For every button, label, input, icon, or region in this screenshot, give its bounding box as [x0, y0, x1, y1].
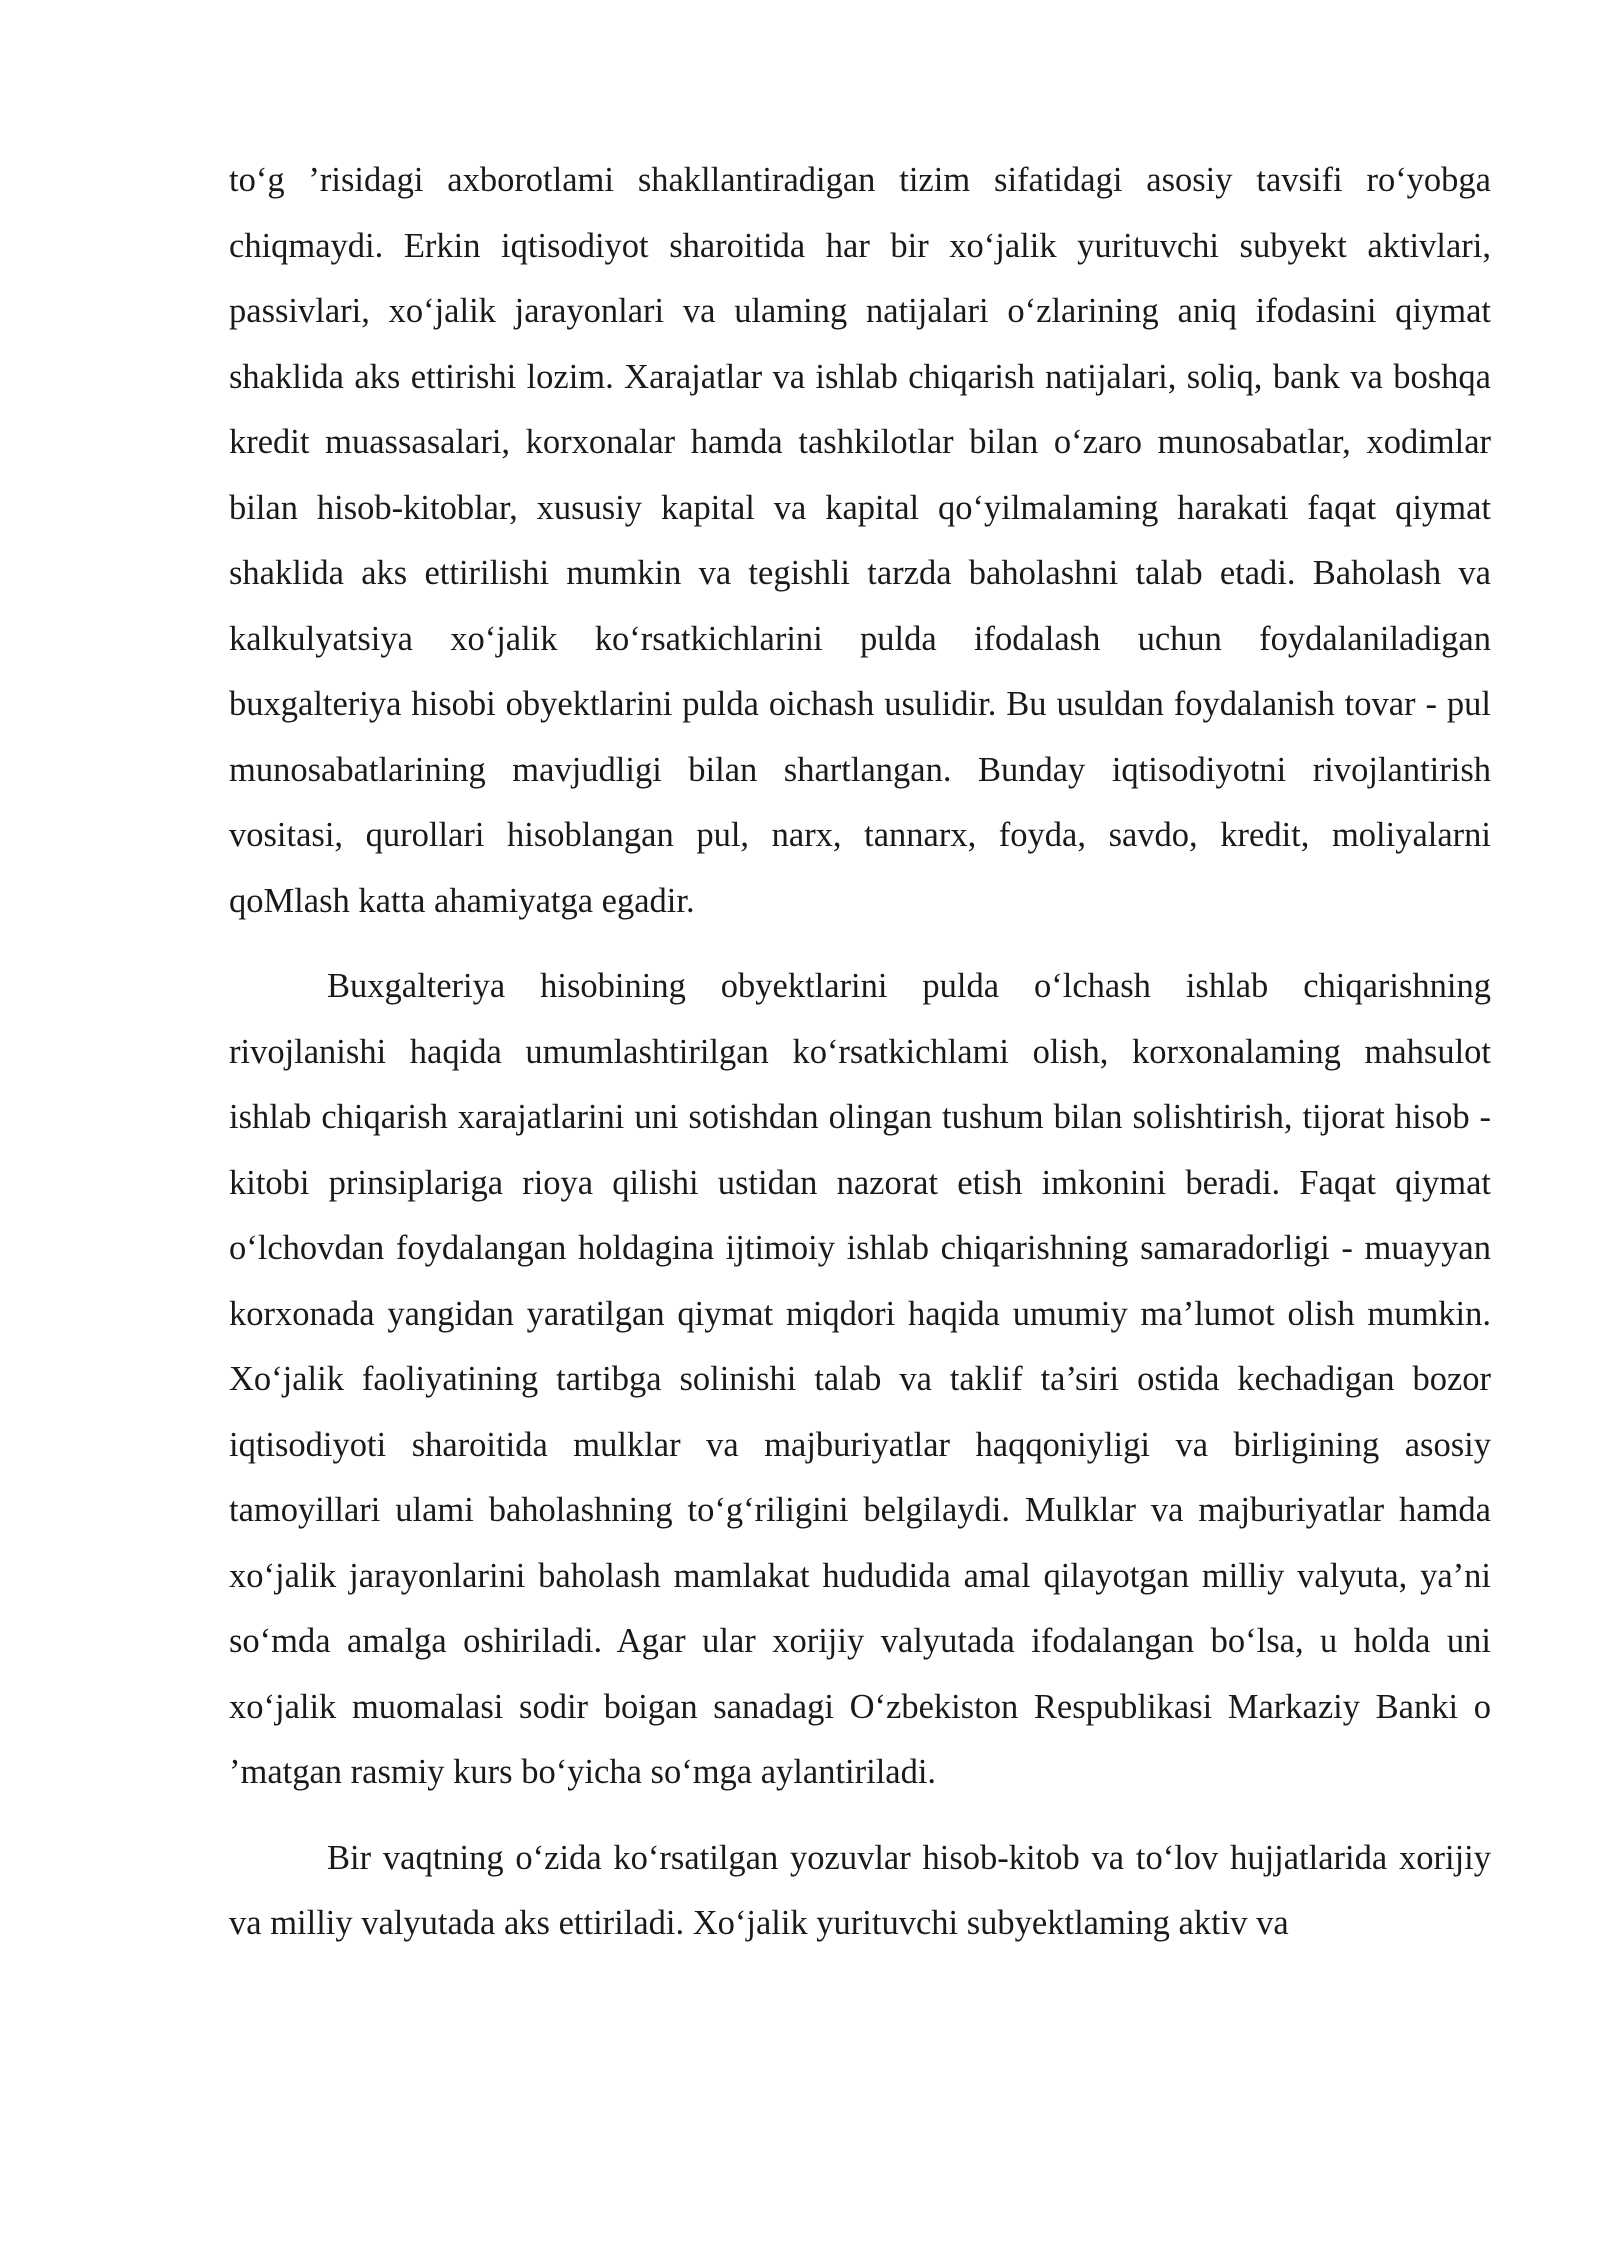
document-body [229, 148, 1491, 1957]
paragraph-1: to‘g ’risidagi axborotlami shakllantiradigan tizim sifatidagi asosiy tavsifi ro‘yobga chiqmaydi. Erkin iqtisodiyot sharoitida har bir xo‘jalik yurituvchi subyekt aktivlari, passivlari, xo‘jalik jarayonlari va ulaming natijalari o‘zlarining aniq ifodasini qiymat shaklida aks ettirishi lozim. Xarajatlar va ishlab chiqarish natijalari, soliq, bank va boshqa kredit muassasalari, korxonalar hamda tashkilotlar bilan o‘zaro munosabatlar, xodimlar bilan hisob-kitoblar, xususiy kapital va kapital qo‘yilmalaming harakati faqat qiymat shaklida aks ettirilishi mumkin va tegishli tarzda baholashni talab etadi. Baholash va kalkulyatsiya xo‘jalik ko‘rsatkichlarini pulda ifodalash uchun foydalaniladigan buxgalteriya hisobi obyektlarini pulda oichash usulidir. Bu usuldan foydalanish tovar - pul munosabatlarining mavjudligi bilan shartlangan. Bunday iqtisodiyotni rivojlantirish vositasi, qurollari hisoblangan pul, narx, tannarx, foyda, savdo, kredit, moliyalarni qoMlash katta ahamiyatga egadir. [229, 161, 1491, 920]
paragraph-3: Bir vaqtning o‘zida ko‘rsatilgan yozuvlar hisob-kitob va to‘lov hujjatlarida xorijiy va milliy valyutada aks ettiriladi. Xo‘jalik yurituvchi subyektlaming aktiv va [229, 1838, 1491, 1942]
paragraph-2: Buxgalteriya hisobining obyektlarini pulda o‘lchash ishlab chiqarishning rivojlanishi haqida umumlashtirilgan ko‘rsatkichlami olish, korxonalaming mahsulot ishlab chiqarish xarajatlarini uni sotishdan olingan tushum bilan solishtirish, tijorat hisob - kitobi prinsiplariga rioya qilishi ustidan nazorat etish imkonini beradi. Faqat qiymat o‘lchovdan foydalangan holdagina ijtimoiy ishlab chiqarishning samaradorligi - muayyan korxonada yangidan yaratilgan qiymat miqdori haqida umumiy ma’lumot olish mumkin. Xo‘jalik faoliyatining tartibga solinishi talab va taklif ta’siri ostida kechadigan bozor iqtisodiyoti sharoitida mulklar va majburiyatlar haqqoniyligi va birligining asosiy tamoyillari ulami baholashning to‘g‘riligini belgilaydi. Mulklar va majburiyatlar hamda xo‘jalik jarayonlarini baholash mamlakat hududida amal qilayotgan milliy valyuta, ya’ni so‘mda amalga oshiriladi. Agar ular xorijiy valyutada ifodalangan bo‘lsa, u holda uni xo‘jalik muomalasi sodir boigan sanadagi O‘zbekiston Respublikasi Markaziy Banki o ’matgan rasmiy kurs bo‘yicha so‘mga aylantiriladi. [229, 967, 1491, 1791]
